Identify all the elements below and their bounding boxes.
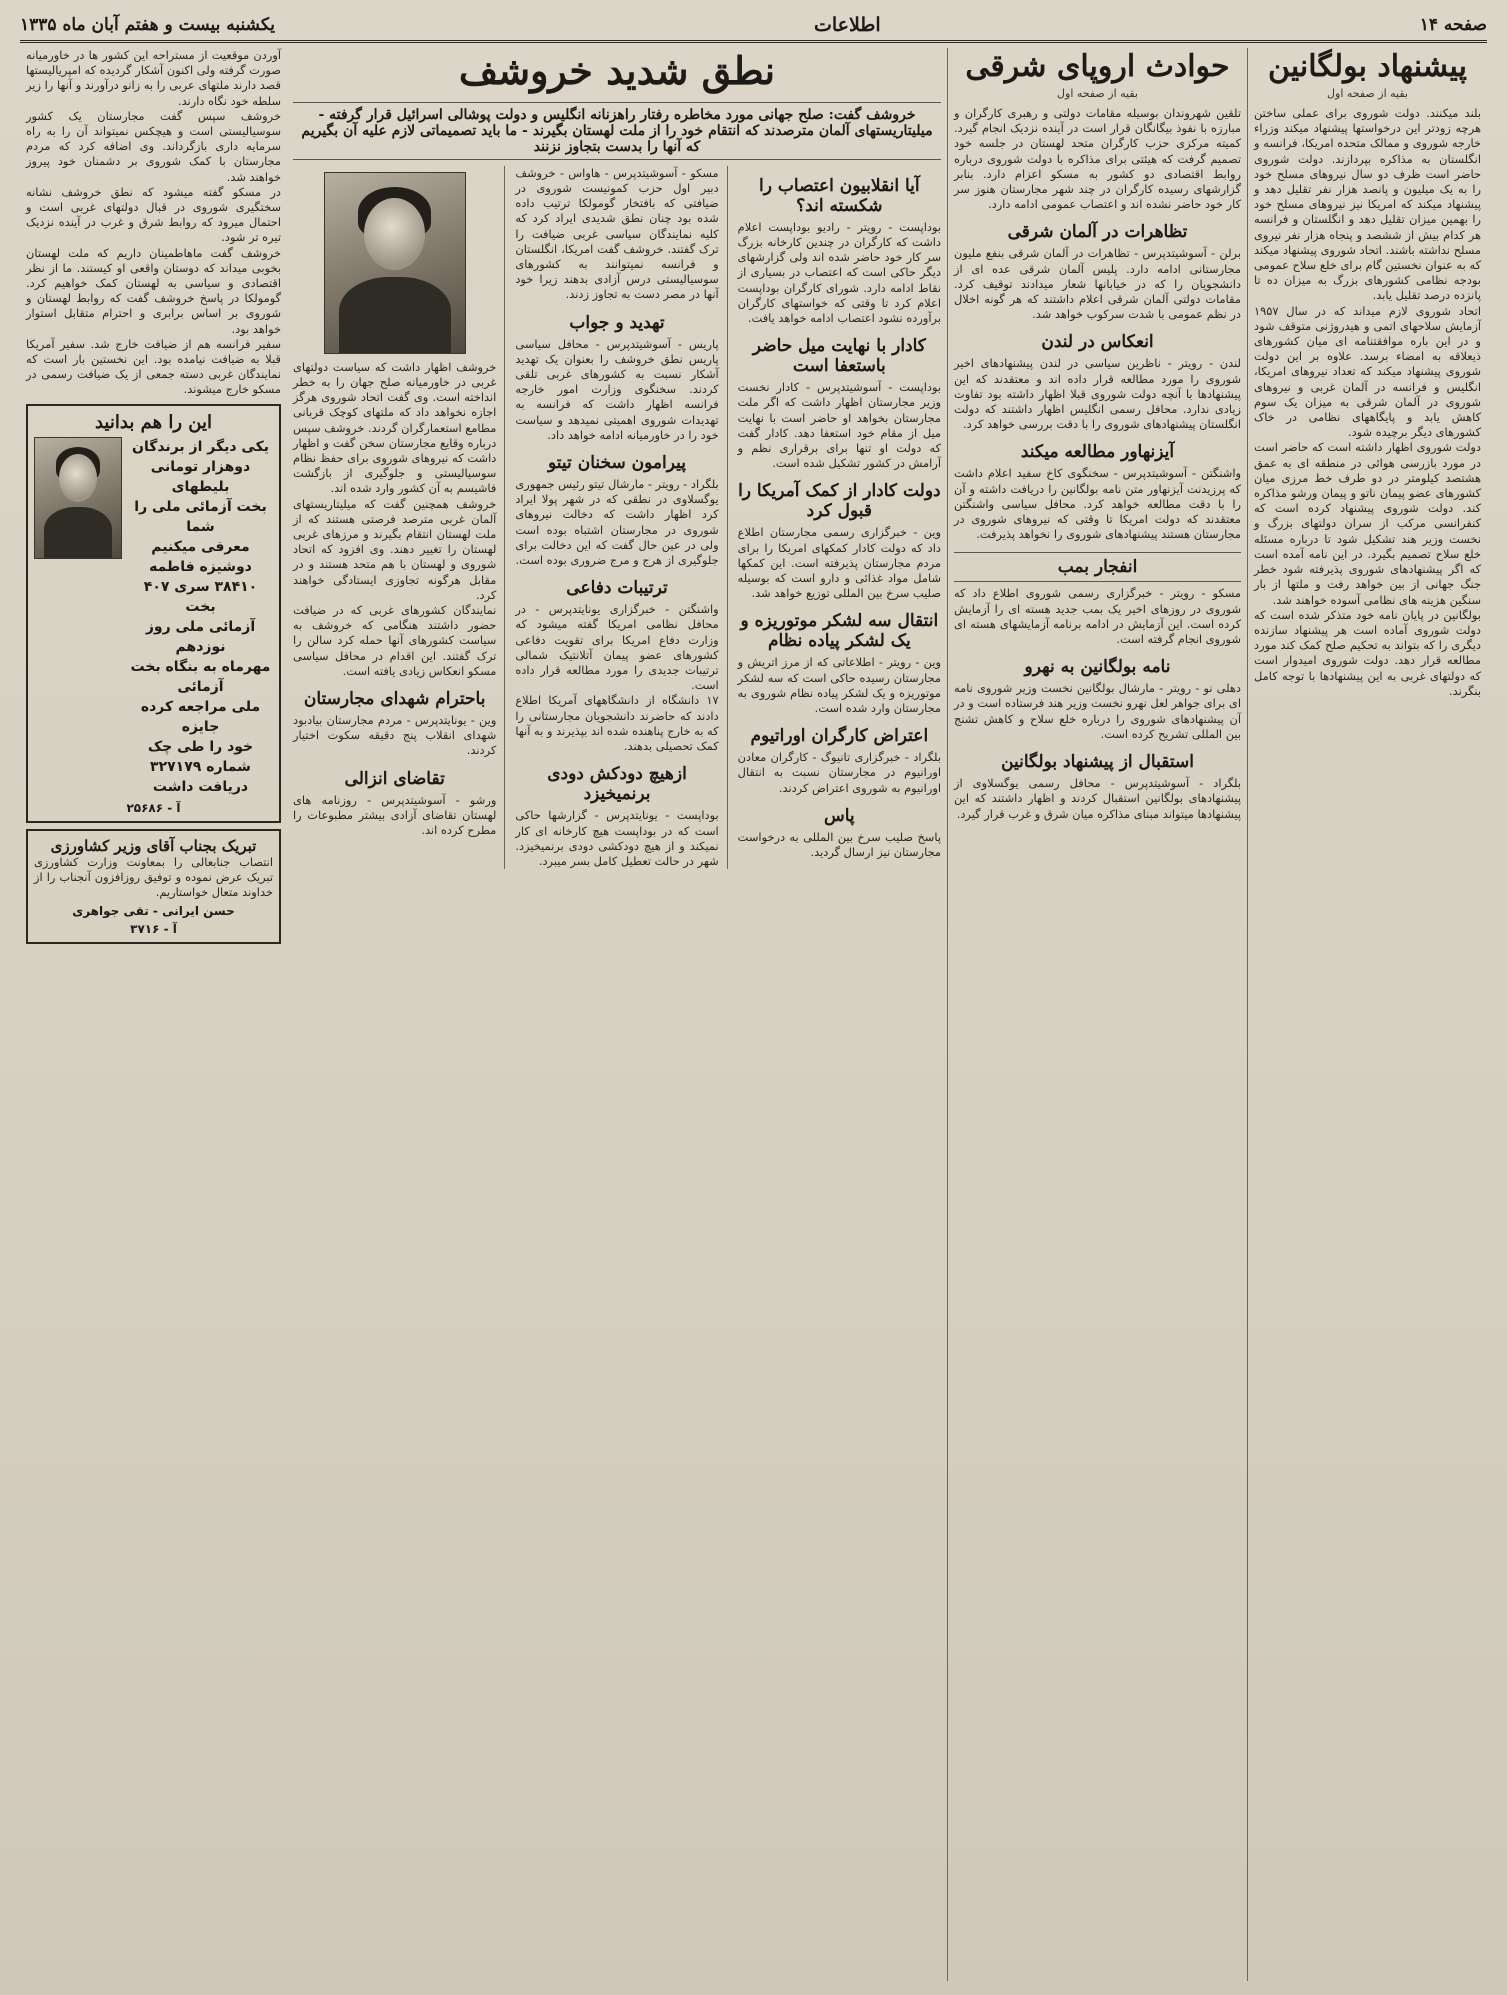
bulganin-continued: بقیه از صفحه اول bbox=[1327, 87, 1408, 100]
kh-subhead-2: پیرامون سخنان تیتو bbox=[548, 453, 686, 474]
kh-body-6: بلگراد - رویتر - مارشال تیتو رئیس جمهوری یوگسلاوی در نطقی که در شهر پولا ایراد کرد اظهار داشت که دخالت نیروهای شوروی در مجارستان اشتباه بوده است ولی در عین حال گفت که این دخالت برای جلوگیری از هرج و مرج ضروری بوده است. bbox=[515, 477, 719, 568]
kh-subhead-10: ازهیچ دودکش دودی برنمیخیزد bbox=[547, 764, 687, 805]
congrats-body: انتصاب جنابعالی را بمعاونت وزارت کشاورزی تبریک عرض نموده و توفیق روزافزون آنجناب را از خداوند متعال خواستاریم. bbox=[34, 854, 273, 900]
kh-body-15: بوداپست - یونایتدپرس - گزارشها حاکی است که در بوداپست هیچ کارخانه ای کار نمیکند و از هیچ دودکشی دودی برنمیخیزد. شهر در حالت تعطیل کامل بسر میبرد. bbox=[515, 808, 719, 868]
ee-subhead-3: آیزنهاور مطالعه میکند bbox=[1020, 442, 1175, 463]
eastern-europe-continued: بقیه از صفحه اول bbox=[1057, 87, 1138, 100]
lottery-ad-heading: این را هم بدانید bbox=[94, 411, 213, 433]
kh-subhead-7: انتقال سه لشکر موتوریزه و یک لشکر پیاده نظام bbox=[740, 611, 939, 652]
kh-subhead-6: دولت کادار از کمک آمریکا را قبول کرد bbox=[738, 481, 941, 522]
kh-body-9: بوداپست - رویتر - رادیو بوداپست اعلام داشت که کارگران در چندین کارخانه بزرگ سر کار خود حاضر شده اند ولی گزارشهای دیگر حاکی است که اعتصاب در بسیاری از نقاط ادامه دارد. شورای کارگران بوداپست اعلام کرد تا وقتی که خواستهای کارگران برآورده نشود اعتصاب ادامه خواهد یافت. bbox=[737, 219, 941, 326]
congrats-signature: حسن ایرانی - تقی جواهری bbox=[72, 904, 235, 919]
issue-date: یکشنبه بیست و هفتم آبان ماه ۱۳۳۵ bbox=[20, 15, 275, 35]
kh-body-11: وین - خبرگزاری رسمی مجارستان اطلاع داد که دولت کادار کمکهای امریکا را برای مردم مجارستان پذیرفته است. این کمکها شامل مواد غذائی و دارو است که بوسیله صلیب سرخ بین المللی توزیع خواهد شد. bbox=[737, 525, 941, 601]
ee-body-5: مسکو - رویتر - خبرگزاری رسمی شوروی اطلاع داد که شوروی در روزهای اخیر یک بمب جدید هسته ای را آزمایش کرده است. این آزمایش در ادامه برنامه آزمایشهای هسته ای شوروی انجام گرفته است. bbox=[954, 586, 1241, 647]
ee-subhead-2: انعکاس در لندن bbox=[1041, 332, 1154, 353]
bulganin-body-3: دولت شوروی اظهار داشته است که حاضر است در مورد بازرسی هوائی در منطقه ای به عمق هشتصد کیلومتر در دو طرف خط مرزی میان کشورهای عضو پیمان ناتو و پیمان ورشو مذاکره کند. دولت شوروی پیشنهاد کرده است که کنفرانسی مرکب از سران دولتهای بزرگ و نخست وزیر هند تشکیل شود تا درباره مسئله خلع سلاح تصمیم بگیرد. در این نامه آمده است که اگر پیشنهادهای شوروی پذیرفته شود خطر جنگ جهانی از بین خواهد رفت و ملتها از بار سنگین هزینه های نظامی آسوده خواهند شد. bbox=[1254, 440, 1481, 607]
column-eastern-europe bbox=[947, 48, 1247, 1981]
kh-body-10: بوداپست - آسوشیتدپرس - کادار نخست وزیر مجارستان اظهار داشت که اگر ملت مجارستان بخواهد او حاضر است با نهایت میل از مقام خود استعفا دهد. کادار گفت که دولت او تنها برای برقراری نظم و آرامش در کشور تشکیل شده است. bbox=[737, 380, 941, 471]
bulganin-body-1: بلند میکنند. دولت شوروی برای عملی ساختن هرچه زودتر این درخواستها پیشنهاد میکند وزراء خارجه شوروی و ممالک متحده امریکا، فرانسه و انگلستان به مذاکره بپردازند. دولت شوروی حاضر است ظرف دو سال نیروهای مسلح خود را به یک میلیون و پانصد هزار نفر تقلیل دهد و پیشنهاد میکند که امریکا نیز نیروهای مسلح خود را بهمین میزان تقلیل دهد و انگلستان و فرانسه هر کدام بیش از ششصد و پنجاه هزار نفر نیروی مسلح نداشته باشند. اتحاد شوروی پیشنهاد میکند که به عنوان نخستین گام برای خلع سلاح عمومی بودجه نظامی کشورهای بزرگ به میزان ده تا پانزده درصد تقلیل یابد. bbox=[1254, 106, 1481, 303]
column-khrushchev bbox=[287, 48, 947, 1981]
eastern-europe-headline: حوادث اروپای شرقی bbox=[965, 49, 1230, 84]
left-body-4: خروشف گفت ماهاطمینان داریم که ملت لهستان بخوبی میداند که دوستان واقعی او کیستند. ما از نظر اقتصادی و سیاسی به لهستان کمک خواهیم کرد. گومولکا در پاسخ خروشف گفت که روابط لهستان و شوروی بر اساس برابری و احترام متقابل استوار خواهد بود. bbox=[26, 245, 281, 336]
lottery-ad-code: آ - ۲۵۶۸۶ bbox=[126, 800, 181, 815]
khrushchev-subheadline: خروشف گفت: صلح جهانی مورد مخاطره رفتار راهزنانه انگلیس و دولت پوشالی اسرائیل قرار گرفته - میلیتاریستهای آلمان مترصدند که انتقام خود را از ملت لهستان بگیرند - ما باید تصمیماتی لازم علیه آن بگیریم که آنها را بدست بتجاوز نزنند bbox=[293, 102, 941, 160]
kh-body-1: مسکو - آسوشیتدپرس - هاواس - خروشف دبیر اول حزب کمونیست شوروی در ضیافتی که بافتخار گومولکا ترتیب داده شده بود چنان نطق شدیدی ایراد کرد که کلیه نمایندگان سیاسی غربی ضیافت را ترک گفتند. خروشف گفت امریکا، انگلستان و فرانسه نمیتوانند به کشورهای سوسیالیستی درس آزادی بدهند زیرا خود آنها در مصر دست به تجاوز زدند. bbox=[515, 165, 719, 302]
khrushchev-subcolumns bbox=[293, 166, 941, 869]
kh-subhead-8: اعتراض کارگران اوراتیوم bbox=[750, 726, 929, 747]
kh-body-13: بلگراد - خبرگزاری تانیوگ - کارگران معادن اورانیوم در مجارستان نسبت به انتقال اورانیوم به شوروی اعتراض کردند. bbox=[737, 750, 941, 795]
khrushchev-subcol-c bbox=[293, 166, 505, 869]
kh-subhead-9: پاس bbox=[824, 805, 855, 826]
ee-body-7: بلگراد - آسوشیتدپرس - محافل رسمی یوگسلاوی از پیشنهادهای بولگانین استقبال کردند و اظهار داشتند که این پیشنهادها میتواند مبنای مذاکره میان شرق و غرب قرار گیرد. bbox=[954, 776, 1241, 821]
winner-photo bbox=[34, 437, 122, 559]
ee-subhead-4: انفجار بمب bbox=[954, 552, 1241, 582]
lottery-ad-text: یکی دیگر از برندگان دوهزار تومانی بلیطهای بخت آزمائی ملی را شما معرفی میکنیم دوشیزه فاطمه ۳۸۴۱۰ سری ۴۰۷ بخت آزمائی ملی روز نوزدهم مهرماه به بنگاه بخت آزمائی ملی مراجعه کرده جایزه خود را طی چک شماره ۳۲۷۱۷۹ دریافت داشت bbox=[130, 438, 271, 795]
kh-body-12: وین - رویتر - اطلاعاتی که از مرز اتریش و مجارستان رسیده حاکی است که سه لشکر موتوریزه و یک لشکر پیاده نظام شوروی به مجارستان وارد شده است. bbox=[737, 655, 941, 716]
lottery-ad bbox=[26, 404, 281, 823]
ee-body-1: تلقین شهروندان بوسیله مقامات دولتی و رهبری کارگران و مبارزه با نفوذ بیگانگان قرار است در آینده نزدیک انجام گیرد. کمیته مرکزی حزب کارگران متحد لهستان در جلسه خود تصمیم گرفت که هیئتی برای مذاکره با دولت شوروی درباره روابط اقتصادی دو کشور به مسکو اعزام دارد. بنابر گزارشهای رسیده کارگران در چند شهر مجارستان هنوز سر کار خود حاضر نشده اند و اعتصاب عمومی ادامه دارد. bbox=[954, 106, 1241, 212]
masthead bbox=[20, 10, 1487, 43]
ee-body-3: لندن - رویتر - ناظرین سیاسی در لندن پیشنهادهای اخیر شوروی را مورد مطالعه قرار داده اند و معتقدند که این پیشنهادها با آنچه دولت شوروی قبلا اظهار داشته بود تفاوت زیادی ندارد. محافل رسمی انگلیس اظهار داشتند که دولت انگلستان پیشنهادهای شوروی را با دقت بررسی خواهد کرد. bbox=[954, 356, 1241, 432]
left-body-2: خروشف سپس گفت مجارستان یک کشور سوسیالیستی است و هیچکس نمیتواند آن را به راه سرمایه داری بازگرداند. وی اضافه کرد که مردم مجارستان با کمک شوروی بر دشمنان خود پیروز خواهند شد. bbox=[26, 108, 281, 184]
kh-body-4: نمایندگان کشورهای غربی که در ضیافت حضور داشتند هنگامی که خروشف به سیاست کشورهای آنها حمله کرد سالن را ترک گفتند. این اقدام در محافل سیاسی مسکو انعکاس زیادی یافته است. bbox=[293, 603, 497, 678]
congrats-code: آ - ۳۷۱۶ bbox=[130, 922, 177, 937]
khrushchev-headline: نطق شدید خروشف bbox=[458, 48, 776, 93]
kh-subhead-1: تهدید و جواب bbox=[569, 312, 665, 333]
gomulka-photo bbox=[324, 172, 466, 354]
left-body-1: آوردن موقعیت از مستراحه این کشور ها در خاورمیانه صورت گرفته ولی اکنون آشکار گردیده که امپریالیستها قصد دارند ملتهای عربی را به زانو درآورند و آنها را زیر سلطه خود نگاه دارند. bbox=[26, 48, 281, 108]
khrushchev-subcol-a bbox=[738, 166, 941, 869]
kh-body-17: ورشو - آسوشیتدپرس - روزنامه های لهستان تقاضای آزادی بیشتر مطبوعات را مطرح کرده اند. bbox=[293, 792, 497, 838]
kh-subhead-3: ترتیبات دفاعی bbox=[566, 578, 668, 599]
column-left bbox=[20, 48, 287, 1981]
kh-body-2: خروشف اظهار داشت که سیاست دولتهای غربی در خاورمیانه صلح جهان را به خطر انداخته است. وی گفت اتحاد شوروی هرگز اجازه نخواهد داد که ملتهای کوچک قربانی مطامع استعمارگران گردند. خروشف سپس درباره وقایع مجارستان سخن گفت و اظهار داشت که نیروهای شوروی برای حفظ نظام سوسیالیستی و جلوگیری از بازگشت فاشیسم به آن کشور وارد شده اند. bbox=[293, 359, 497, 496]
kh-subhead-11: باحترام شهدای مجارستان bbox=[303, 689, 486, 710]
bulganin-body-4: بولگانین در پایان نامه خود متذکر شده است که دولت شوروی آماده است هر پیشنهاد سازنده دیگری را که بتواند به تحکیم صلح کمک کند مورد مطالعه قرار دهد. دولت شوروی امیدوار است که دولتهای غربی به این پیشنهادها با توجه کامل بنگرند. bbox=[1254, 607, 1481, 698]
kh-body-5: پاریس - آسوشیتدپرس - محافل سیاسی پاریس نطق خروشف را بعنوان یک تهدید آشکار نسبت به کشورهای غربی تلقی کردند. سخنگوی وزارت امور خارجه فرانسه اظهار داشت که فرانسه به تهدیدات شوروی اهمیتی نمیدهد و سیاست خود را در خاورمیانه ادامه خواهد داد. bbox=[515, 336, 719, 442]
columns bbox=[20, 48, 1487, 1981]
khrushchev-subcol-b bbox=[515, 166, 727, 869]
bulganin-headline: پیشنهاد بولگانین bbox=[1268, 49, 1467, 84]
kh-subhead-12: تقاضای انزالی bbox=[344, 768, 445, 789]
kh-body-7: واشنگتن - خبرگزاری یونایتدپرس - در محافل نظامی امریکا گفته میشود که وزارت دفاع امریکا برای تقویت دفاعی کشورهای عضو پیمان آتلانتیک شمالی ترتیبات جدیدی را مورد مطالعه قرار داده است. bbox=[515, 602, 719, 693]
kh-body-16: وین - یونایتدپرس - مردم مجارستان بیادبود شهدای انقلاب پنج دقیقه سکوت اختیار کردند. bbox=[293, 713, 497, 758]
left-body-5: سفیر فرانسه هم از ضیافت خارج شد. سفیر آمریکا قبلا به ضیافت نیامده بود. این نخستین بار است که نمایندگان غربی دسته جمعی از یک ضیافت رسمی در مسکو خارج میشوند. bbox=[26, 336, 281, 397]
kh-subhead-4: آیا انقلابیون اعتصاب را شکسته اند؟ bbox=[759, 175, 920, 216]
ee-body-6: دهلی نو - رویتر - مارشال بولگانین نخست وزیر شوروی نامه ای برای جواهر لعل نهرو نخست وزیر هند فرستاده است و در آن پیشنهادهای شوروی را درباره خلع سلاح و کاهش تشنج بین المللی تشریح کرده است. bbox=[954, 681, 1241, 741]
kh-body-14: پاسخ صلیب سرخ بین المللی به درخواست مجارستان نیز ارسال گردید. bbox=[737, 829, 941, 860]
kh-body-3: خروشف همچنین گفت که میلیتاریستهای آلمان غربی مترصد فرصتی هستند که از ملت لهستان انتقام بگیرند و مرزهای غربی لهستان را تغییر دهند. وی افزود که اتحاد شوروی و لهستان با هم متحد هستند و در مقابل هرگونه تجاوزی ایستادگی خواهند کرد. bbox=[293, 496, 497, 602]
ee-body-4: واشنگتن - آسوشیتدپرس - سخنگوی کاخ سفید اعلام داشت که پرزیدنت آیزنهاور متن نامه بولگانین را دریافت داشته و آن را با دقت مطالعه خواهد کرد. محافل سیاسی واشنگتن معتقدند که دولت امریکا تا وقتی که نیروهای شوروی در مجارستان هستند پیشنهادهای شوروی را نخواهد پذیرفت. bbox=[954, 466, 1241, 542]
kh-body-8: ۱۷ دانشگاه از دانشگاههای آمریکا اطلاع دادند که حاضرند دانشجویان مجارستانی را که به خارج پناهنده شده اند بپذیرند و به آنها کمک تحصیلی بدهند. bbox=[515, 693, 719, 754]
left-body-3: در مسکو گفته میشود که نطق خروشف نشانه سختگیری شوروی در قبال دولتهای غربی است و احتمال میرود که روابط شرق و غرب در آینده نزدیک تیره تر شود. bbox=[26, 184, 281, 245]
paper-name: اطلاعات bbox=[813, 14, 881, 36]
ee-body-2: برلن - آسوشیتدپرس - تظاهرات در آلمان شرقی بنفع ملیون مجارستانی ادامه دارد. پلیس آلمان شرقی عده ای از دانشجویان را که در خیابانها شعار میدادند توقیف کرد. مقامات دولتی آلمان شرقی اعلام داشتند که هر گونه اخلال در نظم عمومی با شدت سرکوب خواهد شد. bbox=[954, 246, 1241, 322]
page-number: صفحه ۱۴ bbox=[1419, 15, 1487, 35]
bulganin-body-2: اتحاد شوروی لازم میداند که در سال ۱۹۵۷ آزمایش سلاحهای اتمی و هیدروژنی متوقف شود و در این باره موافقتنامه ای میان کشورهای ذیعلاقه به امضاء برسد. علاوه بر این دولت شوروی پیشنهاد میکند که تعداد نیروهای امریکا، انگلیس و فرانسه در آلمان غربی و نیروهای شوروی در آلمان شرقی به میزان یک سوم کاهش یابد و پایگاههای نظامی در خاک کشورهای دیگر برچیده شود. bbox=[1254, 303, 1481, 440]
kh-subhead-5: کادار با نهایت میل حاضر باستعفا است bbox=[752, 336, 926, 377]
ee-subhead-1: تظاهرات در آلمان شرقی bbox=[1007, 222, 1188, 243]
congrats-notice bbox=[26, 829, 281, 945]
congrats-heading: تبریک بجناب آقای وزیر کشاورزی bbox=[50, 836, 257, 855]
ee-subhead-6: استقبال از پیشنهاد بولگانین bbox=[1001, 752, 1194, 773]
ee-subhead-5: نامه بولگانین به نهرو bbox=[1024, 657, 1171, 678]
column-bulganin bbox=[1247, 48, 1487, 1981]
